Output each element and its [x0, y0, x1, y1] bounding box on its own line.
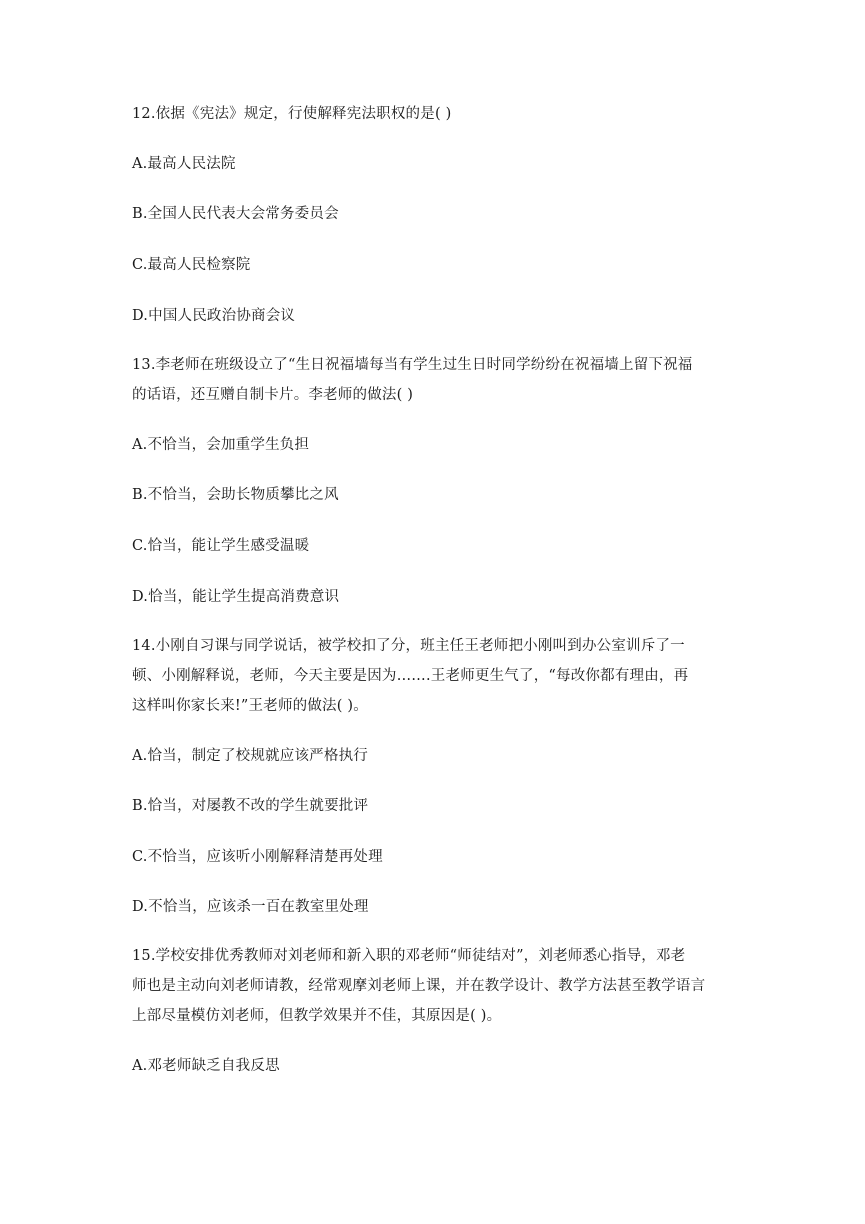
question-13-stem-line-2: 的话语，还互赠自制卡片。李老师的做法( ) — [132, 387, 414, 403]
question-13-option-a: A.不恰当，会加重学生负担 — [132, 437, 310, 453]
question-13-option-b: B.不恰当，会助长物质攀比之风 — [132, 487, 339, 503]
question-14-option-b: B.恰当，对屡教不改的学生就要批评 — [132, 798, 369, 814]
question-12-option-b: B.全国人民代表大会常务委员会 — [132, 206, 339, 222]
question-12-option-d: D.中国人民政治协商会议 — [132, 308, 296, 324]
question-15-stem-line-3: 上部尽量模仿刘老师，但教学效果并不佳，其原因是( )。 — [132, 1008, 502, 1024]
question-14-option-d: D.不恰当，应该杀一百在教室里处理 — [132, 899, 369, 915]
question-14-stem-line-1: 14.小刚自习课与同学说话，被学校扣了分，班主任王老师把小刚叫到办公室训斥了一 — [132, 638, 685, 654]
question-15-stem-line-1: 15.学校安排优秀教师对刘老师和新入职的邓老师“师徒结对”，刘老师悉心指导，邓老 — [132, 948, 686, 964]
question-12-option-c: C.最高人民检察院 — [132, 257, 251, 273]
question-12-option-a: A.最高人民法院 — [132, 156, 236, 172]
question-14-option-c: C.不恰当，应该听小刚解释清楚再处理 — [132, 849, 383, 865]
question-13-stem-line-1: 13.李老师在班级设立了“生日祝福墙每当有学生过生日时同学纷纷在祝福墙上留下祝福 — [132, 357, 693, 373]
question-14-stem-line-2: 顿、小刚解释说，老师，今天主要是因为…….王老师更生气了，“每改你都有理由，再 — [132, 668, 689, 684]
question-15-option-a: A.邓老师缺乏自我反思 — [132, 1058, 280, 1074]
question-12-stem: 12.依据《宪法》规定，行使解释宪法职权的是( ) — [132, 106, 452, 122]
question-14-option-a: A.恰当，制定了校规就应该严格执行 — [132, 748, 368, 764]
question-14-stem-line-3: 这样叫你家长来!”王老师的做法( )。 — [132, 698, 368, 714]
question-13-option-c: C.恰当，能让学生感受温暖 — [132, 538, 310, 554]
question-13-option-d: D.恰当，能让学生提高消费意识 — [132, 589, 340, 605]
question-15-stem-line-2: 师也是主动向刘老师请教，经常观摩刘老师上课，并在教学设计、教学方法甚至教学语言 — [132, 978, 706, 994]
